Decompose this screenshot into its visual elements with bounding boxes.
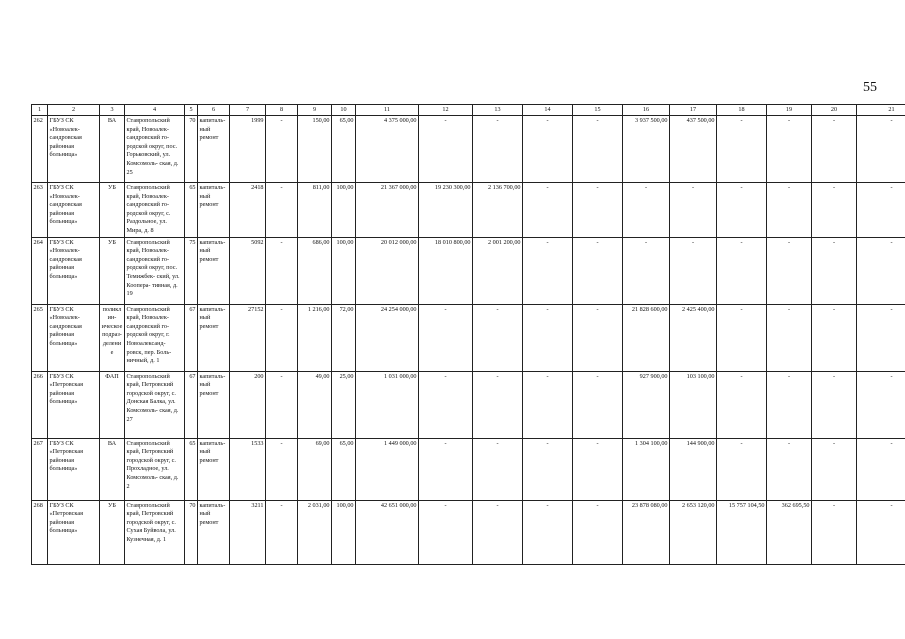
column-header: 6 bbox=[198, 105, 230, 116]
amount-cell: - bbox=[812, 371, 857, 438]
work-type-cell: капиталь- ный ремонт bbox=[198, 438, 230, 500]
row-number: 262 bbox=[32, 116, 48, 183]
facility-type-cell: УБ bbox=[100, 183, 125, 238]
amount-cell: - bbox=[767, 304, 812, 371]
amount-cell: - bbox=[812, 237, 857, 304]
table-cell: 65,00 bbox=[332, 438, 356, 500]
amount-cell: 2 425 400,00 bbox=[670, 304, 717, 371]
amount-cell: - bbox=[419, 304, 473, 371]
address-cell: Ставропольский край, Новоалек- сандровский го- родской округ, г. Новоалександ- ровск, пер. Боль- ничный, д. 1 bbox=[125, 304, 185, 371]
table-cell: - bbox=[266, 500, 298, 564]
table-cell: 2 031,00 bbox=[298, 500, 332, 564]
work-type-cell: капиталь- ный ремонт bbox=[198, 183, 230, 238]
column-header: 16 bbox=[623, 105, 670, 116]
amount-cell: - bbox=[717, 116, 767, 183]
column-header: 20 bbox=[812, 105, 857, 116]
institution-cell: ГБУЗ СК «Новоалек- сандровская районная больница» bbox=[48, 183, 100, 238]
table-cell: 27152 bbox=[230, 304, 266, 371]
facility-type-cell: ФАП bbox=[100, 371, 125, 438]
amount-cell: 3 937 500,00 bbox=[623, 116, 670, 183]
work-type-cell: капиталь- ный ремонт bbox=[198, 116, 230, 183]
amount-cell: 437 500,00 bbox=[670, 116, 717, 183]
table-cell: - bbox=[266, 304, 298, 371]
institution-cell: ГБУЗ СК «Новоалек- сандровская районная больница» bbox=[48, 116, 100, 183]
institution-cell: ГБУЗ СК «Петровская районная больница» bbox=[48, 371, 100, 438]
amount-cell: - bbox=[857, 304, 905, 371]
page-number: 55 bbox=[863, 80, 877, 95]
header-row bbox=[32, 105, 905, 116]
table-cell: 67 bbox=[185, 304, 198, 371]
table-cell: - bbox=[266, 371, 298, 438]
amount-cell: - bbox=[523, 371, 573, 438]
table-cell: 686,00 bbox=[298, 237, 332, 304]
amount-cell: 21 828 600,00 bbox=[623, 304, 670, 371]
amount-cell: 42 651 000,00 bbox=[356, 500, 419, 564]
amount-cell: - bbox=[419, 438, 473, 500]
amount-cell: - bbox=[717, 183, 767, 238]
amount-cell: - bbox=[767, 237, 812, 304]
amount-cell: - bbox=[857, 116, 905, 183]
amount-cell: - bbox=[573, 116, 623, 183]
address-cell: Ставропольский край, Петровский городской округ, с. Сухая Буйвола, ул. Кузнечная, д. 1 bbox=[125, 500, 185, 564]
table-cell: 811,00 bbox=[298, 183, 332, 238]
amount-cell: - bbox=[812, 438, 857, 500]
institution-cell: ГБУЗ СК «Новоалек- сандровская районная больница» bbox=[48, 304, 100, 371]
work-type-cell: капиталь- ный ремонт bbox=[198, 304, 230, 371]
row-number: 268 bbox=[32, 500, 48, 564]
amount-cell: - bbox=[523, 500, 573, 564]
row-number: 267 bbox=[32, 438, 48, 500]
table-row bbox=[32, 237, 905, 304]
amount-cell: - bbox=[523, 116, 573, 183]
institution-cell: ГБУЗ СК «Новоалек- сандровская районная больница» bbox=[48, 237, 100, 304]
row-number: 263 bbox=[32, 183, 48, 238]
facility-type-cell: УБ bbox=[100, 500, 125, 564]
table-cell: - bbox=[266, 438, 298, 500]
amount-cell: - bbox=[857, 438, 905, 500]
table-cell: 72,00 bbox=[332, 304, 356, 371]
amount-cell: 2 653 120,00 bbox=[670, 500, 717, 564]
data-table bbox=[31, 104, 905, 565]
amount-cell: 21 367 000,00 bbox=[356, 183, 419, 238]
address-cell: Ставропольский край, Новоалек- сандровский го- родской округ, с. Раздольное, ул. Мира, д. 8 bbox=[125, 183, 185, 238]
amount-cell: - bbox=[857, 500, 905, 564]
facility-type-cell: ВА bbox=[100, 116, 125, 183]
amount-cell: - bbox=[767, 438, 812, 500]
amount-cell: 927 900,00 bbox=[623, 371, 670, 438]
amount-cell: - bbox=[623, 183, 670, 238]
table-cell: 70 bbox=[185, 500, 198, 564]
column-header: 1 bbox=[32, 105, 48, 116]
column-header: 4 bbox=[125, 105, 185, 116]
table-row bbox=[32, 438, 905, 500]
table-cell: 1533 bbox=[230, 438, 266, 500]
amount-cell: - bbox=[717, 237, 767, 304]
work-type-cell: капиталь- ный ремонт bbox=[198, 371, 230, 438]
amount-cell: - bbox=[812, 116, 857, 183]
amount-cell: - bbox=[767, 116, 812, 183]
amount-cell: - bbox=[523, 304, 573, 371]
column-header: 14 bbox=[523, 105, 573, 116]
amount-cell: 23 878 080,00 bbox=[623, 500, 670, 564]
amount-cell: - bbox=[523, 237, 573, 304]
table-cell: 100,00 bbox=[332, 183, 356, 238]
row-number: 266 bbox=[32, 371, 48, 438]
amount-cell: - bbox=[812, 500, 857, 564]
amount-cell: - bbox=[767, 371, 812, 438]
table-cell: 100,00 bbox=[332, 237, 356, 304]
amount-cell: - bbox=[670, 183, 717, 238]
amount-cell: - bbox=[767, 183, 812, 238]
column-header: 13 bbox=[473, 105, 523, 116]
amount-cell: 1 304 100,00 bbox=[623, 438, 670, 500]
table-cell: 49,00 bbox=[298, 371, 332, 438]
amount-cell: - bbox=[573, 500, 623, 564]
amount-cell: - bbox=[473, 500, 523, 564]
amount-cell: - bbox=[573, 304, 623, 371]
column-header: 3 bbox=[100, 105, 125, 116]
facility-type-cell: УБ bbox=[100, 237, 125, 304]
table-cell: 25,00 bbox=[332, 371, 356, 438]
column-header: 9 bbox=[298, 105, 332, 116]
address-cell: Ставропольский край, Петровский городской округ, с. Прохладное, ул. Комсомоль- ская, д. 2 bbox=[125, 438, 185, 500]
amount-cell: - bbox=[623, 237, 670, 304]
table-cell: 67 bbox=[185, 371, 198, 438]
amount-cell: 1 449 000,00 bbox=[356, 438, 419, 500]
amount-cell: - bbox=[473, 438, 523, 500]
table-cell: 65 bbox=[185, 438, 198, 500]
amount-cell: - bbox=[523, 438, 573, 500]
column-header: 17 bbox=[670, 105, 717, 116]
work-type-cell: капиталь- ный ремонт bbox=[198, 237, 230, 304]
amount-cell: 15 757 104,50 bbox=[717, 500, 767, 564]
table-cell: 69,00 bbox=[298, 438, 332, 500]
institution-cell: ГБУЗ СК «Петровская районная больница» bbox=[48, 500, 100, 564]
amount-cell: 20 012 000,00 bbox=[356, 237, 419, 304]
amount-cell: 362 695,50 bbox=[767, 500, 812, 564]
amount-cell: - bbox=[812, 304, 857, 371]
table-cell: 2418 bbox=[230, 183, 266, 238]
table-row bbox=[32, 304, 905, 371]
amount-cell: - bbox=[419, 500, 473, 564]
column-header: 5 bbox=[185, 105, 198, 116]
table-cell: 65,00 bbox=[332, 116, 356, 183]
table-cell: 3211 bbox=[230, 500, 266, 564]
work-type-cell: капиталь- ный ремонт bbox=[198, 500, 230, 564]
amount-cell: - bbox=[573, 438, 623, 500]
amount-cell: - bbox=[473, 371, 523, 438]
amount-cell: - bbox=[473, 304, 523, 371]
amount-cell: 24 254 000,00 bbox=[356, 304, 419, 371]
amount-cell: - bbox=[573, 237, 623, 304]
amount-cell: 2 136 700,00 bbox=[473, 183, 523, 238]
column-header: 10 bbox=[332, 105, 356, 116]
table-cell: 1 216,00 bbox=[298, 304, 332, 371]
amount-cell: - bbox=[670, 237, 717, 304]
amount-cell: - bbox=[717, 438, 767, 500]
amount-cell: - bbox=[857, 183, 905, 238]
amount-cell: - bbox=[812, 183, 857, 238]
amount-cell: 19 230 300,00 bbox=[419, 183, 473, 238]
amount-cell: - bbox=[857, 237, 905, 304]
row-number: 265 bbox=[32, 304, 48, 371]
table-row bbox=[32, 183, 905, 238]
table-cell: - bbox=[266, 183, 298, 238]
column-header: 2 bbox=[48, 105, 100, 116]
table-cell: 5092 bbox=[230, 237, 266, 304]
amount-cell: - bbox=[717, 371, 767, 438]
amount-cell: - bbox=[419, 116, 473, 183]
column-header: 15 bbox=[573, 105, 623, 116]
table-cell: 75 bbox=[185, 237, 198, 304]
column-header: 19 bbox=[767, 105, 812, 116]
facility-type-cell: ВА bbox=[100, 438, 125, 500]
amount-cell: - bbox=[473, 116, 523, 183]
amount-cell: 2 001 200,00 bbox=[473, 237, 523, 304]
column-header: 21 bbox=[857, 105, 905, 116]
address-cell: Ставропольский край, Новоалек- сандровский го- родской округ, пос. Темижбек- ский, ул. Коопера- тивная, д. 19 bbox=[125, 237, 185, 304]
amount-cell: 144 900,00 bbox=[670, 438, 717, 500]
amount-cell: 4 375 000,00 bbox=[356, 116, 419, 183]
table-cell: 150,00 bbox=[298, 116, 332, 183]
institution-cell: ГБУЗ СК «Петровская районная больница» bbox=[48, 438, 100, 500]
amount-cell: - bbox=[717, 304, 767, 371]
table-row bbox=[32, 371, 905, 438]
amount-cell: 103 100,00 bbox=[670, 371, 717, 438]
column-header: 8 bbox=[266, 105, 298, 116]
address-cell: Ставропольский край, Петровский городской округ, с. Донская Балка, ул. Комсомоль- ская, д. 27 bbox=[125, 371, 185, 438]
table-cell: 100,00 bbox=[332, 500, 356, 564]
amount-cell: - bbox=[573, 183, 623, 238]
column-header: 12 bbox=[419, 105, 473, 116]
column-header: 18 bbox=[717, 105, 767, 116]
amount-cell: - bbox=[523, 183, 573, 238]
table-cell: 200 bbox=[230, 371, 266, 438]
amount-cell: - bbox=[573, 371, 623, 438]
amount-cell: 1 031 000,00 bbox=[356, 371, 419, 438]
table-cell: 1999 bbox=[230, 116, 266, 183]
facility-type-cell: поликлин- ическое подраз- деление bbox=[100, 304, 125, 371]
amount-cell: 18 010 800,00 bbox=[419, 237, 473, 304]
amount-cell: - bbox=[419, 371, 473, 438]
table-cell: - bbox=[266, 116, 298, 183]
table-row bbox=[32, 500, 905, 564]
column-header: 7 bbox=[230, 105, 266, 116]
table-cell: 65 bbox=[185, 183, 198, 238]
table-cell: 70 bbox=[185, 116, 198, 183]
row-number: 264 bbox=[32, 237, 48, 304]
amount-cell: - bbox=[857, 371, 905, 438]
address-cell: Ставропольский край, Новоалек- сандровский го- родской округ, пос. Горьковский, ул. Комсомоль- ская, д. 25 bbox=[125, 116, 185, 183]
table-row bbox=[32, 116, 905, 183]
column-header: 11 bbox=[356, 105, 419, 116]
table-cell: - bbox=[266, 237, 298, 304]
